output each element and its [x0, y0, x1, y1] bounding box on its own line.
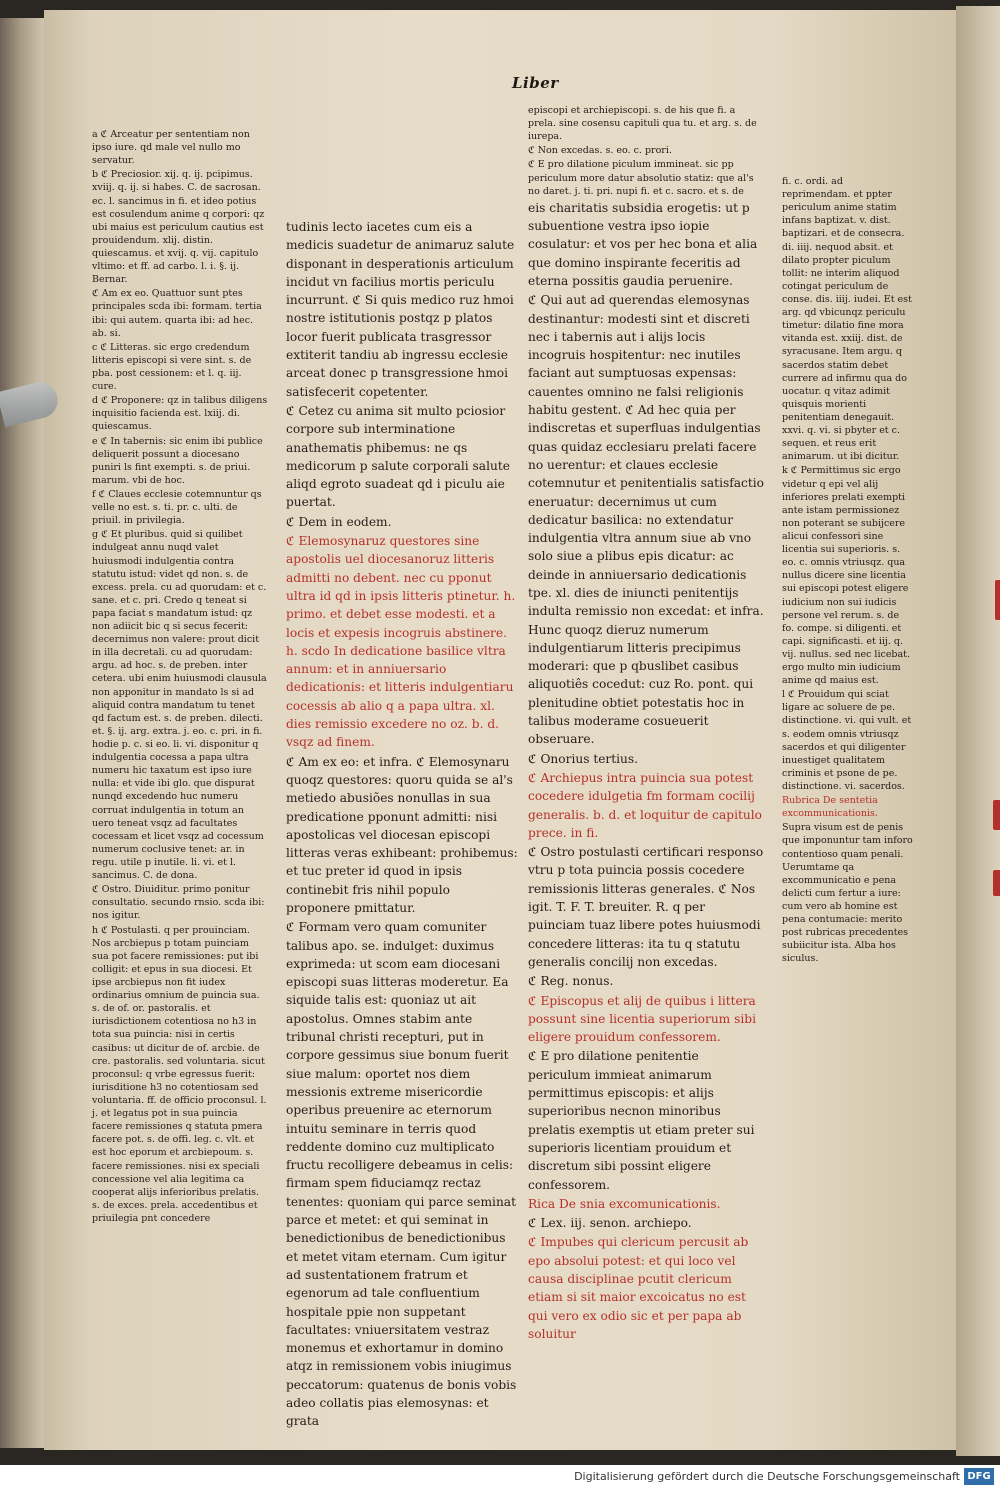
gloss-paragraph: h ℭ Postulasti. q per prouinciam. Nos arcbiepus p totam puinciam sua pot facere remissiones: put ibi colligit: et epus in sua diocesi. Et ipse arcbiepus non fit iudex ordinarius omnium de puincia sua. s. de of. or. pastoralis. et iurisdictionem cotentiosa no h3 in tota sua puincia: nisi in certis casibus: ut dicitur de of. arcbie. de cre. pastoralis. sed voluntaria. sicut proconsul: q vrbe egressus fuerit: iurisditione h3 no cotentiosam sed voluntaria. ff. de officio proconsul. l. j. et legatus pot in sua puincia facere remissiones q statuta pmera facere pot. s. de offi. leg. c. vlt. et est hoc eporum et arcbiepoum. s. facere remissiones. nisi ex speciali concessione vel alia legitima ca cooperat alijs inferioribus prelatis. s. de exces. prela. accedentibus et priuilegia pnt concedere	[92, 924, 267, 1224]
gloss-paragraph: c ℭ Litteras. sic ergo credendum litteris episcopi si vere sint. s. de pba. post cessionem: et l. q. iij. cure.	[92, 341, 252, 393]
text-paragraph: ℭ Cetez cu anima sit multo pciosior corpore sub interminatione anathematis phibemus: ne qs medicorum p salute corporali salute aliqd egroto suadeat qd i piculu aie puertat.	[286, 403, 510, 510]
text-paragraph: eis charitatis subsidia erogetis: ut p subuentione vestra ipso iopie cosulatur: et vos per hec bona et alia que domino inspirante feceritis ad eterna possitis gaudia peruenire.	[528, 200, 758, 288]
gloss-paragraph: g ℭ Et pluribus. quid si quilibet indulgeat annu nuqd valet huiusmodi indulgentia contra statutu istud: videt qd non. s. de excess. prela. cu ad quorudam: et c. sane. et c. pri. Credo q teneat si papa faciat s mandatum istud: qz non adiicit bic q si secus fecerit: decernimus non valere: prout dicit in illa decretali. cu ad quorudam: argu. ad hoc. s. de preben. inter cetera. ubi enim huiusmodi clausula non apponitur in mandato ls si ad aliquid contra mandatum tu tenet qd factum est. s. de preben. dilecti. et. §. ij. arg. extra. j. eo. c. pri. in fi. hodie p. c. si eo. li. vi. disponitur q indulgentia cocessa a papa ultra numeru hic taxatum est ipso iure nulla: et vide ibi glo. que dispurat nunqd excedendo huc numeru corruat indulgentia in totum an uero teneat vsqz ad facultates cocessam et licet vsqz ad cocessum numerum coclusive tenet: ar. in regu. utile p inutile. li. vi. et l. sancimus. C. de dona.	[92, 529, 267, 882]
rubric-title: Rica De snia excomunicationis.	[528, 1196, 721, 1211]
gloss-column-left	[92, 128, 268, 1226]
funding-credit: Digitalisierung gefördert durch die Deutsche Forschungsgemeinschaft	[574, 1470, 960, 1483]
rubric-summary: ℭ Archiepus intra puincia sua potest cocedere idulgetia fm formam cocilij generalis. b. d. et loquitur de capitulo prece. in fi.	[528, 770, 762, 840]
rubric-mark	[993, 800, 1000, 830]
rubric-summary: ℭ Impubes qui clericum percusit ab epo absolui potest: et qui loco vel causa disciplinae pcutit clericum etiam si sit maior excoicatus no est qui vero ex odio sic et per papa ab soluitur	[528, 1235, 749, 1341]
gloss-paragraph: ℭ Non excedas. s. eo. c. prori.	[528, 145, 672, 157]
gloss-paragraph: d ℭ Proponere: qz in talibus diligens inquisitio facienda est. lxiij. di. quiescamus.	[92, 395, 268, 433]
gloss-paragraph: e ℭ In tabernis: sic enim ibi publice deliquerit possunt a diocesano puniri ls fint exempti. s. de priui. marum. vbi de hoc.	[92, 435, 263, 486]
gloss-paragraph: l ℭ Prouidum qui sciat ligare ac soluere de pe. distinctione. vi. qui vult. et s. eodem omnis vtriusqz sacerdos et qui diligenter inuestiget qualitatem criminis et psone de pe. distinctione. vi. sacerdos.	[782, 689, 912, 793]
text-paragraph: ℭ Qui aut ad querendas elemosynas destinantur: modesti sint et discreti nec i tabernis aut i alijs locis incogruis hospitentur: nec inutiles faciant aut sumptuosas expensas: cauentes omnino ne falsi religionis habitu gestent. ℭ Ad hec quia per indiscretas et superfluas indulgentias quas quidaz ecclesiaru prelati facere no uerentur: et claues ecclesie cotemnutur et penitentialis satisfactio eneruatur: decernimus ut cum dedicatur basilica: no extendatur indulgentia vltra annum siue ab vno solo siue a plibus epis dicatur: ac deinde in anniuersario dedicationis tpe. xl. dies de iniuncti penitentijs indulta remissio non excedat: et infra. Hunc quoqz dieruz numerum indulgentiarum litteris precipimus moderari: que p qbuslibet casibus aliquotiês cocedut: cuz Ro. pont. qui plenitudine obtiet potestatis hoc in talibus moderame cosueuerit obseruare.	[528, 293, 764, 747]
gloss-column-right	[782, 175, 914, 967]
gloss-paragraph: ℭ Am ex eo. Quattuor sunt ptes principales scda ibi: formam. tertia ibi: qui autem. quarta ibi: ad hec. ab. si.	[92, 288, 262, 339]
gloss-paragraph: Supra visum est de penis que imponuntur tam inforo contentioso quam penali. Uerumtame qa excommunicatio e pena delicti cum fertur a iure: cum vero ab homine est pena contumacie: merito post rubricas precedentes subiicitur ista. Alba hos siculus.	[782, 822, 913, 965]
facing-page-rubrics	[955, 580, 1000, 910]
text-paragraph: ℭ Ostro postulasti certificari responso vtru p tota puincia possis cocedere remissionis litteras generales. ℭ Nos igit. T. F. T. breuiter. R. q per puinciam tuaz libere potes huiusmodi concedere litteras: ita tu q statutu generalis concilij non excedas.	[528, 845, 764, 969]
text-paragraph: ℭ Formam vero quam comuniter talibus apo. se. indulget: duximus exprimeda: ut scom eam diocesani episcopi suas litteras moderetur. Ea siquide talis est: quoniaz ut ait apostolus. Omnes stabim ante tribunal christi recepturi, put in corpore gessimus siue bonum fuerit siue malum: oportet nos diem messionis extreme misericordie operibus preuenire ac eternorum intuitu seminare in terris quod reddente domino cuz multiplicato fructu recolligere debeamus in celis: firmam spem fiduciamqz rectaz tenentes: quoniam qui parce seminat parce et metet: et qui seminat in benedictionibus de benedictionibus et metet vitam eternam. Cum igitur ad sustentationem fratrum et egenorum ad tale confluentium hospitale ppie non suppetant facultates: vniuersitatem vestraz monemus et exhortamur in domino atqz in remissionem vobis iniugimus peccatorum: quatenus de bonis vobis adeo collatis pias elemosynas: et grata	[286, 920, 517, 1429]
rubric-heading: ℭ Dem in eodem.	[286, 514, 392, 529]
running-header: Liber	[512, 74, 559, 92]
rubric-mark	[993, 870, 1000, 896]
text-paragraph: ℭ Am ex eo: et infra. ℭ Elemosynaru quoqz questores: quoru quida se al's metiedo abusiões nonullas in sua predicatione pponunt admitti: nisi apostolicas vel diocesan episcopi litteras veras exhibeant: prohibemus: et tuc preter id quod in ipsis continebit fris nihil populo proponere pmittatur.	[286, 754, 518, 915]
rubric-heading: ℭ Lex. iij. senon. archiepo.	[528, 1216, 692, 1231]
rubric-title: Rubrica De sentetia excommunicationis.	[782, 795, 878, 820]
rubric-mark	[995, 580, 1000, 620]
rubric-heading: ℭ Reg. nonus.	[528, 974, 614, 989]
dfg-logo: DFG	[964, 1468, 994, 1485]
rubric-summary: ℭ Episcopus et alij de quibus i littera possunt sine licentia superiorum sibi eligere prouidum confessorem.	[528, 993, 756, 1045]
main-text-column-left	[286, 218, 518, 1432]
gloss-paragraph: k ℭ Permittimus sic ergo videtur q epi vel alij inferiores prelati exempti ante istam permissionez non poterant se subijcere alicui confessori sine licentia sui superioris. s. eo. c. omnis vtriusqz. qua nullus dicere sine licentia sui episcopi potest eligere iudicium non sui iudicis persone vel rerum. s. de fo. compe. si diligenti. et capi. significasti. et iij. q. vij. nullus. sed nec licebat. ergo multo min iudicium anime qd maius est.	[782, 465, 911, 687]
rubric-summary: ℭ Elemosynaruz questores sine apostolis uel diocesanoruz litteris admitti no debent. nec cu pponut ultra id qd in ipsis litteris ptinetur. h. primo. et debet esse modesti. et a locis et expesis incogruis abstinere. h. scdo In dedicatione basilice vltra annum: et in anniuersario dedicationis: et litteris indulgentiaru cocessis ab alio q a papa ultra. xl. dies remissio excedere no oz. b. d. vsqz ad finem.	[286, 534, 516, 750]
gloss-paragraph: ℭ Ostro. Diuiditur. primo ponitur consultatio. secundo rnsio. scda ibi: nos igitur.	[92, 884, 265, 922]
gloss-paragraph: fi. c. ordi. ad reprimendam. et ppter periculum anime statim infans baptizat. v. dist. baptizari. et de consecra. di. iiij. nequod absit. et dilato propter piculum tollit: ne interim aliquod cotingat periculum de conse. dis. iiij. iudei. Et est arg. qd vbicunqz periculu timetur: dilatio fine mora vitanda est. xxiij. dist. de syracusane. Item argu. q sacerdos statim debet currere ad infirmu qua do uocatur. q vitaz adimit quisquis morienti penitentiam denegauit. xxvi. q. vi. si pbyter et c. sequen. et reus erit animarum. ut ibi dicitur.	[782, 176, 912, 463]
gloss-paragraph: b ℭ Preciosior. xij. q. ij. pcipimus. xviij. q. ij. si habes. C. de sacrosan. ec. l. sancimus in fi. et ideo potius est cosulendum anime q corpori: qz ubi maius est periculum cautius est prouidendum. xlij. distin. quiescamus. et xvij. q. vij. capitulo vltimo: et ff. ad carbo. l. i. §. ij. Bernar.	[92, 169, 265, 286]
gloss-paragraph: ℭ E pro dilatione piculum immineat. sic pp periculum more datur absolutio statiz: que al's no daret. j. ti. pri. nupi fi. et c. sacro. et s. de	[528, 159, 754, 197]
text-paragraph: ℭ E pro dilatione penitentie periculum immieat animarum permittimus episcopis: et alijs superioribus necnon minoribus prelatis exemptis ut etiam preter sui superioris licentiam prouidum et discretum sibi possint eligere confessorem.	[528, 1049, 755, 1192]
gloss-paragraph: f ℭ Claues ecclesie cotemnuntur qs velle no est. s. ti. pr. c. ulti. de priuil. in privilegia.	[92, 488, 262, 527]
gloss-paragraph: a ℭ Arceatur per sententiam non ipso iure. qd male vel nullo mo servatur.	[92, 129, 250, 167]
text-paragraph: tudinis lecto iacetes cum eis a medicis suadetur de animaruz salute disponant in desperationis articulum incidut vn facilius mortis periculu incurrunt. ℭ Si quis medico ruz hmoi nostre istitutionis postqz p platos locor fuerit publicata trasgressor extiterit tandiu ab ingressu ecclesie arceat donec p transgressione hmoi satisfecerit copetenter.	[286, 220, 515, 399]
rubric-heading: ℭ Onorius tertius.	[528, 751, 639, 766]
main-text-column-right	[528, 104, 764, 1344]
gloss-paragraph: episcopi et archiepiscopi. s. de his que fi. a prela. sine cosensu capituli qua tu. et arg. s. de iurepa.	[528, 105, 757, 143]
footer-bar	[0, 1465, 1000, 1489]
